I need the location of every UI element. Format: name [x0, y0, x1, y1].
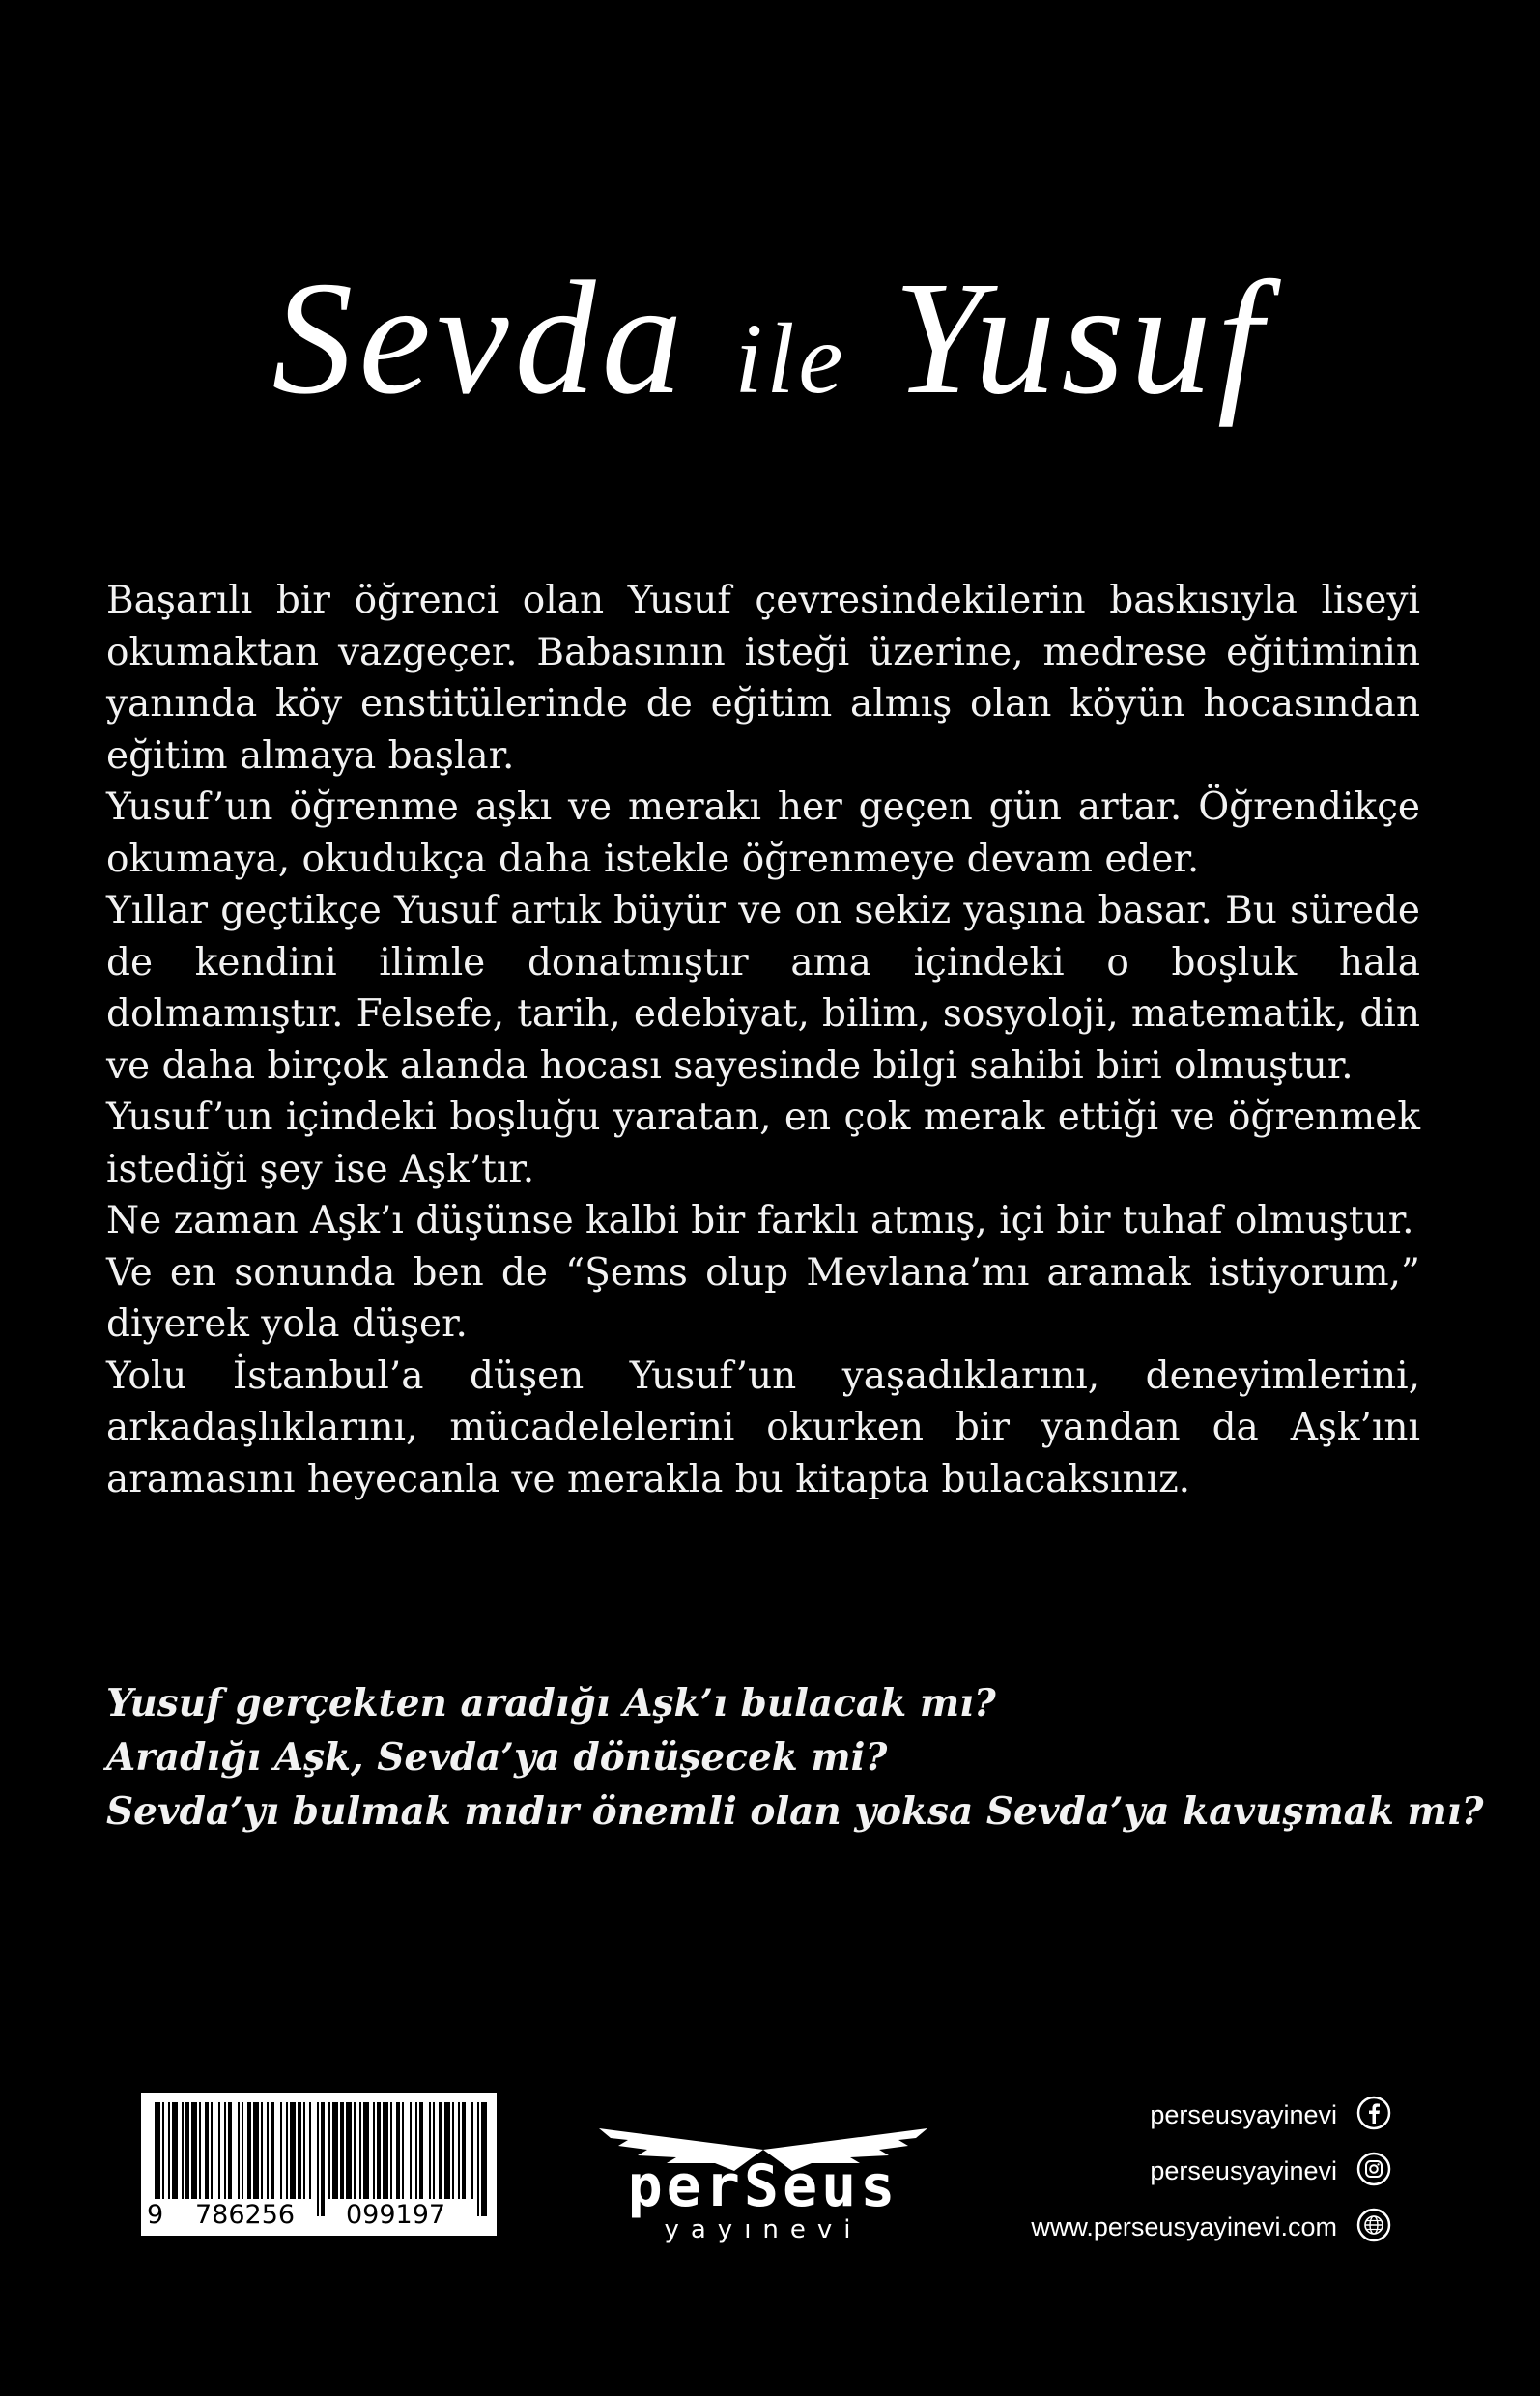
facebook-handle: perseusyayinevi: [1150, 2099, 1337, 2129]
teaser-question: Sevda’yı bulmak mıdır önemli olan yoksa Sevda’ya kavuşmak mı?: [106, 1789, 1484, 1834]
teaser-question: Aradığı Aşk, Sevda’ya dönüşecek mi?: [106, 1735, 888, 1780]
instagram-icon: [1356, 2152, 1391, 2186]
synopsis: [106, 575, 1420, 1505]
instagram-handle: perseusyayinevi: [1150, 2155, 1337, 2185]
synopsis-paragraph: Başarılı bir öğrenci olan Yusuf çevresindekilerin baskısıyla liseyi okumaktan vazgeçer. Babasının isteği üzerine, medrese eğitiminin yanında köy enstitülerinde de eğitim almış olan köyün hocasından eğitim almaya başlar.: [106, 579, 1420, 778]
barcode-digits-left: 786256: [191, 2199, 299, 2232]
publisher-logo: [589, 2121, 937, 2256]
synopsis-paragraph: Yusuf’un öğrenme aşkı ve merakı her geçen gün artar. Öğrendikçe okumaya, okudukça daha istekle öğrenmeye devam eder.: [106, 785, 1420, 881]
social-links: [1031, 2095, 1337, 2263]
publisher-name: perSeus: [627, 2153, 899, 2220]
synopsis-paragraph: Ne zaman Aşk’ı düşünse kalbi bir farklı atmış, içi bir tuhaf olmuştur.: [106, 1199, 1414, 1242]
title-part-2: ile: [734, 303, 847, 414]
facebook-icon: [1356, 2096, 1391, 2130]
publisher-subtitle: yayınevi: [664, 2215, 863, 2244]
synopsis-paragraph: Yusuf’un içindeki boşluğu yaratan, en çok merak ettiği ve öğrenmek istediği şey ise Aşk’tır.: [106, 1096, 1420, 1191]
title-part-3: Yusuf: [893, 248, 1269, 428]
book-title: [0, 242, 1540, 456]
synopsis-paragraph: Yıllar geçtikçe Yusuf artık büyür ve on sekiz yaşına basar. Bu sürede de kendini ilimle donatmıştır ama içindeki o boşluk hala dolmamıştır. Felsefe, tarih, edebiyat, bilim, sosyoloji, matematik, din ve daha birçok alanda hocası sayesinde bilgi sahibi biri olmuştur.: [106, 889, 1420, 1088]
website-url: www.perseusyayinevi.com: [1031, 2211, 1337, 2241]
title-part-1: Sevda: [271, 248, 689, 428]
instagram-link[interactable]: [1031, 2151, 1337, 2187]
isbn-barcode: [141, 2093, 497, 2236]
barcode-digits: [141, 2199, 497, 2232]
teaser-question: Yusuf gerçekten aradığı Aşk’ı bulacak mı?: [106, 1681, 996, 1726]
synopsis-paragraph: Ve en sonunda ben de “Şems olup Mevlana’mı aramak istiyorum,” diyerek yola düşer.: [106, 1250, 1420, 1346]
teaser-questions: [106, 1676, 1484, 1839]
barcode-digits-right: 099197: [342, 2199, 449, 2232]
facebook-link[interactable]: [1031, 2095, 1337, 2131]
synopsis-paragraph: Yolu İstanbul’a düşen Yusuf’un yaşadıklarını, deneyimlerini, arkadaşlıklarını, mücadelelerini okurken bir yandan da Aşk’ını aramasını heyecanla ve merakla bu kitapta bulacaksınız.: [106, 1354, 1420, 1501]
barcode-digit-first: 9: [143, 2199, 167, 2232]
globe-icon: [1356, 2208, 1391, 2242]
website-link[interactable]: [1031, 2207, 1337, 2243]
